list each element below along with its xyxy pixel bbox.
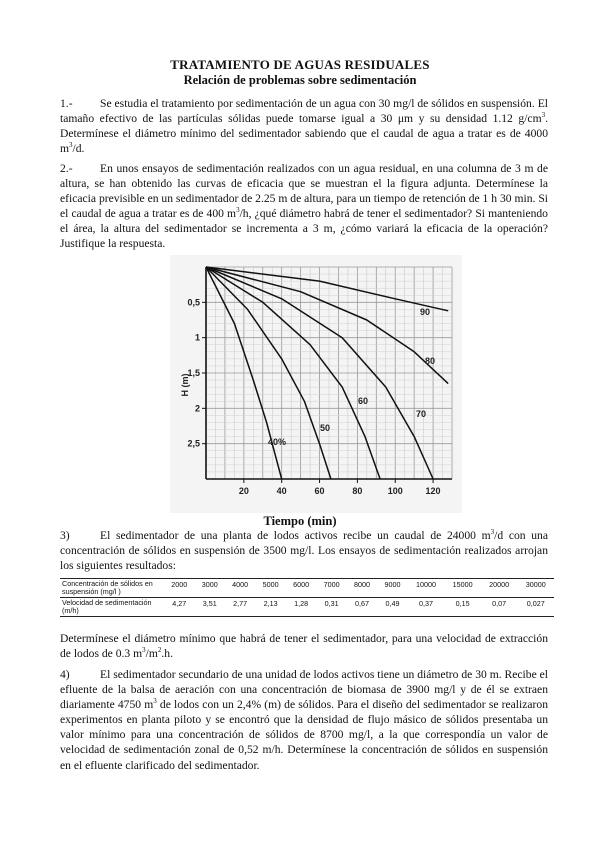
series-label-60: 60: [358, 396, 369, 406]
series-label-80: 80: [425, 356, 436, 366]
table-cell-velocity: 0,15: [444, 598, 481, 617]
x-tick-label: 20: [238, 486, 249, 496]
series-label-40: 40%: [268, 437, 287, 447]
y-tick-label: 2: [194, 403, 200, 414]
y-tick-label: 1: [194, 332, 200, 343]
superscript: 3: [69, 141, 73, 150]
series-label-70: 70: [416, 409, 427, 419]
superscript: 3: [236, 206, 240, 215]
problem-text: El sedimentador de una planta de lodos activos recibe un caudal de 24000 m: [100, 529, 491, 542]
superscript: 3: [153, 697, 157, 706]
document-subtitle: Relación de problemas sobre sedimentación: [183, 73, 417, 87]
table-row-label: Velocidad de sedimentación (m/h): [60, 598, 164, 617]
table-row-label: Concentración de sólidos en suspensión (mg/l ): [60, 579, 164, 598]
table-cell-concentration: 6000: [286, 579, 316, 598]
x-tick-label: 80: [352, 486, 363, 496]
table-cell-concentration: 8000: [347, 579, 377, 598]
table-cell-concentration: 15000: [444, 579, 481, 598]
problem-number: 4): [60, 668, 70, 681]
y-axis-label: H (m): [180, 373, 190, 397]
x-tick-label: 60: [314, 486, 325, 496]
document-title: TRATAMIENTO DE AGUAS RESIDUALES: [170, 57, 430, 72]
table-cell-concentration: 4000: [225, 579, 255, 598]
superscript: 2: [157, 646, 162, 655]
superscript: 3: [541, 111, 546, 120]
problem-number: 2.-: [60, 162, 73, 175]
problem-2: [60, 161, 548, 252]
problem-text: El sedimentador secundario de una unidad de lodos activos tiene un diámetro de 30 m. Recibe el efluente de la balsa de aeración con una concentración de biomasa de 3900 mg/l y de él se extraen diariamente 4750 m: [60, 668, 548, 712]
y-tick-label: 2,5: [187, 438, 200, 449]
problem-text: /h, ¿qué diámetro habrá de tener el sedimentador? Si manteniendo el área, la altura del sedimentador se incrementa a 3 m, ¿cómo variará la eficacia de la operación? Justifique la respuesta.: [60, 207, 548, 251]
table-cell-velocity: 0,49: [377, 598, 407, 617]
efficiency-curves-chart: [170, 255, 462, 513]
table-cell-velocity: 3,51: [194, 598, 224, 617]
x-tick-label: 40: [276, 486, 287, 496]
problem-text: Determínese el diámetro mínimo que habrá de tener el sedimentador, para una velocidad de extracción de lodos de 0.3 m: [60, 632, 548, 661]
table-cell-velocity: 2,77: [225, 598, 255, 617]
problem-3-question: [60, 631, 548, 661]
table-cell-velocity: 0,31: [316, 598, 346, 617]
superscript: 3: [142, 646, 146, 655]
x-tick-label: 100: [387, 486, 403, 496]
table-cell-velocity: 1,28: [286, 598, 316, 617]
y-tick-label: 0,5: [187, 297, 200, 308]
problem-number: 3): [60, 529, 70, 542]
table-cell-concentration: 10000: [408, 579, 445, 598]
table-cell-concentration: 9000: [377, 579, 407, 598]
table-row-concentration: [60, 579, 554, 598]
problem-text: /d con una concentración de sólidos en suspensión de 3500 mg/l. Los ensayos de sedimentación realizados arrojan los siguientes resultados:: [60, 529, 548, 573]
chart-background: [170, 255, 462, 513]
table-cell-velocity: 2,13: [255, 598, 285, 617]
problem-text: . Determínese el diámetro mínimo del sedimentador sabiendo que el caudal de agua a tratar es de 4000 m: [60, 112, 548, 156]
problem-text: En unos ensayos de sedimentación realizados con un agua residual, en una columna de 3 m de altura, se han obtenido las curvas de eficacia que se muestran el la figura adjunta. Determínese la eficacia previsible en un sedimentador de 2.25 m de altura, para un tiempo de retención de 1 h 30 min. Si el caudal de agua a tratar es de 400 m: [60, 162, 548, 221]
table-cell-concentration: 2000: [164, 579, 194, 598]
problem-text: Se estudia el tratamiento por sedimentación de un agua con 30 mg/l de sólidos en suspensión. El tamaño efectivo de las partículas sólidas puede tomarse igual a 30 μm y su densidad 1.12 g/cm: [60, 97, 548, 126]
problem-4: [60, 667, 548, 773]
problem-number: 1.-: [60, 97, 73, 110]
table-cell-concentration: 3000: [194, 579, 224, 598]
table-row-velocity: [60, 598, 554, 617]
table-cell-concentration: 30000: [517, 579, 554, 598]
superscript: 3: [490, 528, 495, 537]
series-label-90: 90: [420, 307, 431, 317]
problem-text: /m: [145, 647, 158, 661]
table-cell-concentration: 7000: [316, 579, 346, 598]
table-cell-concentration: 5000: [255, 579, 285, 598]
chart-title: Tiempo (min): [263, 514, 337, 528]
settling-data-table: [60, 578, 554, 617]
table-cell-velocity: 0,37: [408, 598, 445, 617]
x-tick-label: 120: [425, 486, 441, 496]
problem-text: .h.: [161, 647, 173, 661]
problem-1: [60, 96, 548, 156]
problem-text: /d.: [72, 142, 85, 156]
table-cell-velocity: 4,27: [164, 598, 194, 617]
y-tick-label: 1,5: [187, 368, 200, 378]
table-cell-velocity: 0,07: [481, 598, 518, 617]
problem-3: [60, 528, 548, 573]
table-cell-velocity: 0,67: [347, 598, 377, 617]
series-label-50: 50: [320, 423, 331, 433]
table-cell-velocity: 0,027: [517, 598, 554, 617]
table-cell-concentration: 20000: [481, 579, 518, 598]
problem-text: de lodos con un 2,4% (m) de sólidos. Para el diseño del sedimentador se realizaron experimentos en planta piloto y se encontró que la densidad de flujo másico de sólidos presentaba un valor mínimo para una concentración de sólidos de 8700 mg/l, a la que correspondía un valor de velocidad de sedimentación zonal de 0,52 m/h. Determínese la concentración de sólidos en suspensión en el efluente clarificado del sedimentador.: [60, 698, 548, 772]
